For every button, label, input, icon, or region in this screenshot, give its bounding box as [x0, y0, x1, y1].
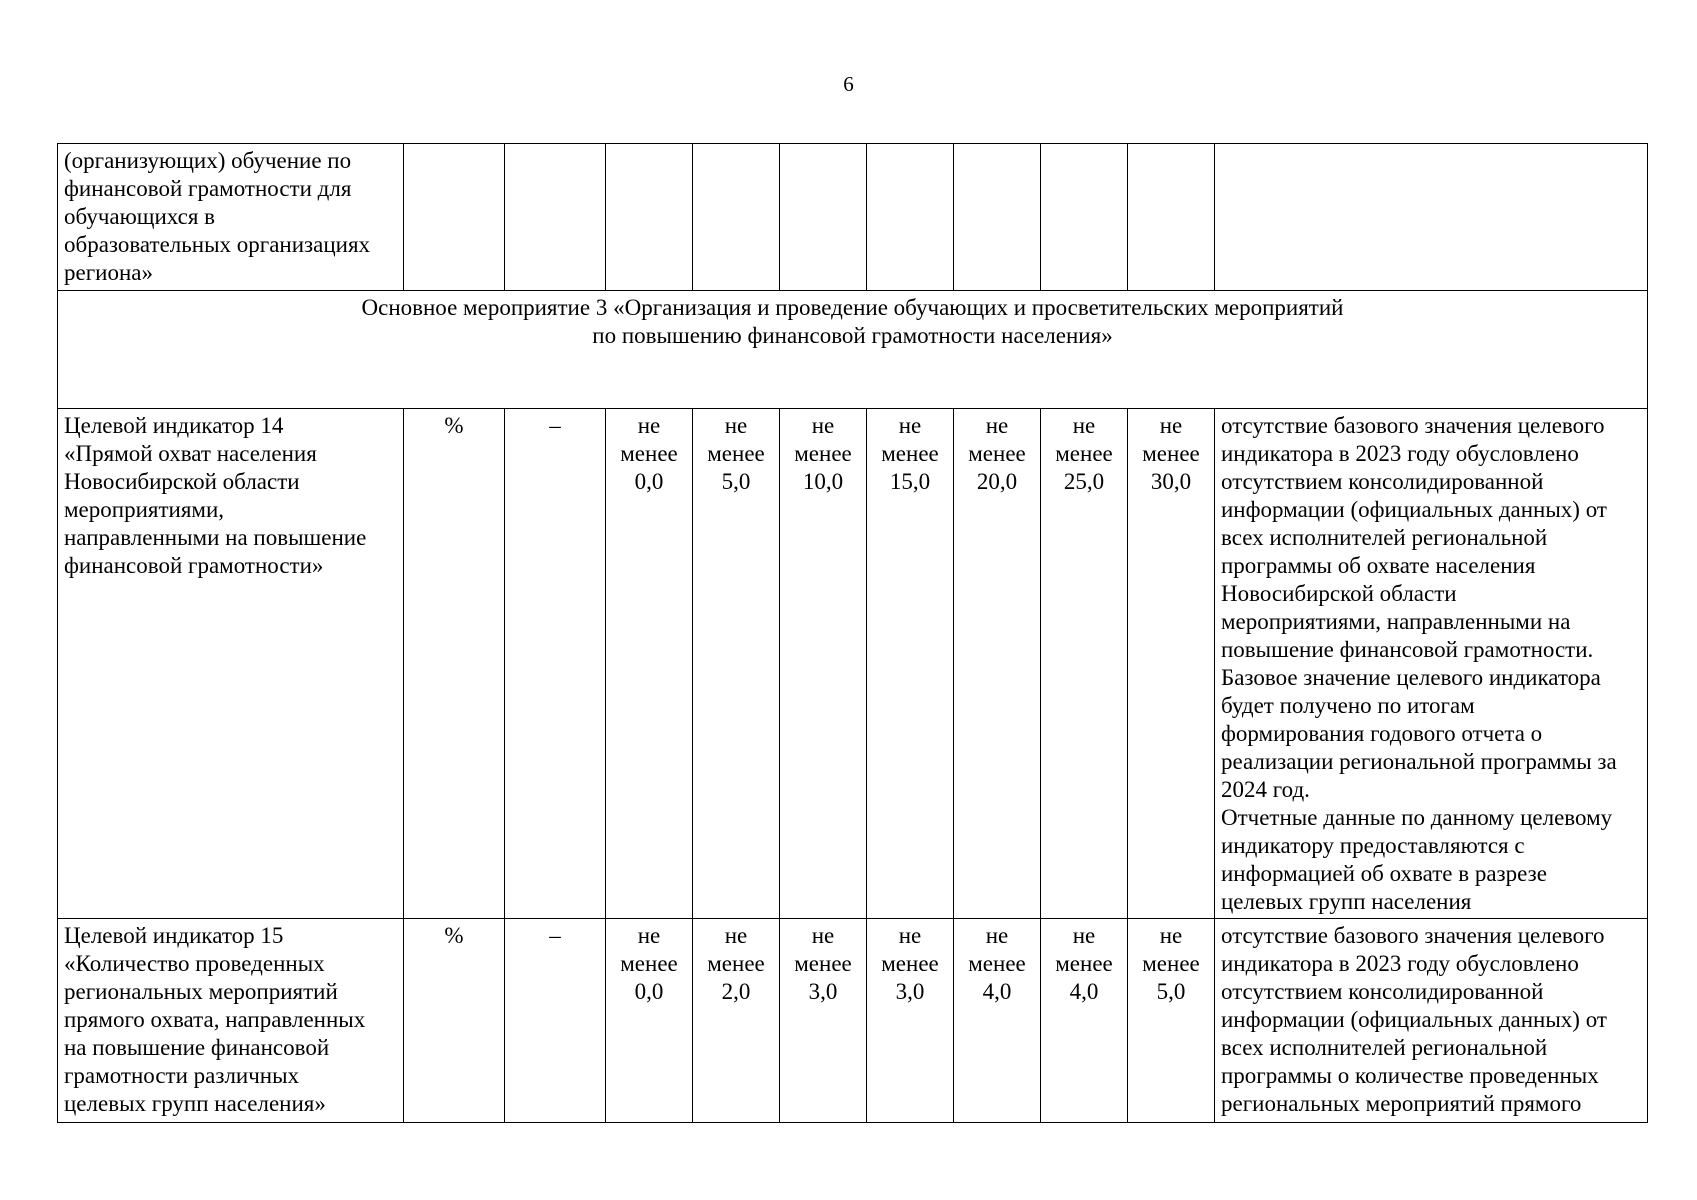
empty-cell: [1128, 144, 1215, 291]
value-line: менее: [1142, 441, 1200, 466]
section-title-cell: [58, 291, 1648, 409]
note-line: информации (официальных данных) от: [1221, 497, 1607, 522]
unit-cell: %: [404, 409, 505, 919]
name-line: мероприятиями,: [64, 497, 225, 522]
value-line: менее: [1055, 441, 1113, 466]
target-value-cell: [1128, 919, 1215, 1123]
note-line: Базовое значение целевого индикатора: [1221, 665, 1601, 690]
unit-cell: %: [404, 919, 505, 1123]
name-line: «Прямой охват населения: [64, 441, 317, 466]
value-number: 20,0: [976, 469, 1018, 494]
empty-cell: [954, 144, 1041, 291]
value-line: менее: [620, 951, 678, 976]
note-line: мероприятиями, направленными на: [1221, 609, 1571, 634]
indicator-name-cell: [58, 919, 404, 1123]
note-cell: [1215, 919, 1648, 1123]
note-line: повышение финансовой грамотности.: [1221, 637, 1594, 662]
note-line: региональных мероприятий прямого: [1221, 1091, 1582, 1116]
value-line: менее: [707, 951, 765, 976]
note-line: 2024 год.: [1221, 777, 1310, 802]
target-value-cell: [867, 409, 954, 919]
target-value-cell: [954, 919, 1041, 1123]
empty-cell: [1041, 144, 1128, 291]
name-line: Новосибирской области: [64, 469, 300, 494]
indicator-name-cell: [58, 409, 404, 919]
note-line: отсутствием консолидированной: [1221, 469, 1544, 494]
value-line: не: [811, 923, 835, 948]
name-line: на повышение финансовой: [64, 1035, 330, 1060]
value-line: менее: [794, 441, 852, 466]
value-number: 4,0: [982, 979, 1012, 1004]
note-line: будет получено по итогам: [1221, 693, 1475, 718]
note-line: индикатору предоставляются с: [1221, 833, 1525, 858]
value-line: не: [1072, 923, 1096, 948]
target-value-cell: [780, 409, 867, 919]
value-line: не: [1159, 923, 1183, 948]
section-title-line: по повышению финансовой грамотности населения»: [592, 323, 1113, 348]
target-value-cell: [606, 409, 693, 919]
empty-cell: [780, 144, 867, 291]
value-line: менее: [707, 441, 765, 466]
indicator-name-cell: [58, 144, 404, 291]
target-value-cell: [606, 919, 693, 1123]
value-line: менее: [968, 441, 1026, 466]
value-number: 4,0: [1069, 979, 1099, 1004]
name-line: региональных мероприятий: [64, 979, 338, 1004]
name-line: «Количество проведенных: [64, 951, 325, 976]
value-number: 25,0: [1063, 469, 1105, 494]
value-line: не: [985, 413, 1009, 438]
value-line: не: [811, 413, 835, 438]
target-value-cell: [1041, 919, 1128, 1123]
value-number: 15,0: [889, 469, 931, 494]
target-value-cell: [954, 409, 1041, 919]
note-cell: [1215, 409, 1648, 919]
value-line: не: [637, 923, 661, 948]
name-line: Целевой индикатор 15: [64, 923, 284, 948]
base-value-cell: –: [505, 409, 606, 919]
value-number: 5,0: [1156, 979, 1186, 1004]
name-line: финансовой грамотности»: [64, 553, 324, 578]
value-number: 3,0: [895, 979, 925, 1004]
target-value-cell: [693, 919, 780, 1123]
empty-cell: [1215, 144, 1648, 291]
value-number: 3,0: [808, 979, 838, 1004]
name-line: прямого охвата, направленных: [64, 1007, 366, 1032]
note-line: Отчетные данные по данному целевому: [1221, 805, 1613, 830]
note-line: индикатора в 2023 году обусловлено: [1221, 441, 1579, 466]
section-title-line: Основное мероприятие 3 «Организация и проведение обучающих и просветительских мероприятий: [361, 295, 1344, 320]
empty-cell: [693, 144, 780, 291]
value-line: менее: [1142, 951, 1200, 976]
section-row: [58, 291, 1648, 409]
value-number: 0,0: [634, 979, 664, 1004]
note-line: отсутствие базового значения целевого: [1221, 413, 1605, 438]
empty-cell: [606, 144, 693, 291]
target-value-cell: [867, 919, 954, 1123]
target-value-cell: [1041, 409, 1128, 919]
value-number: 0,0: [634, 469, 664, 494]
value-line: менее: [881, 441, 939, 466]
table-row-indicator-15: [58, 919, 1648, 1123]
name-line: направленными на повышение: [64, 525, 367, 550]
name-line: финансовой грамотности для: [64, 176, 352, 201]
value-line: не: [898, 413, 922, 438]
value-number: 10,0: [802, 469, 844, 494]
empty-cell: [505, 144, 606, 291]
value-number: 30,0: [1150, 469, 1192, 494]
value-number: 2,0: [721, 979, 751, 1004]
page-number: 6: [843, 72, 854, 96]
indicators-table: [57, 143, 1648, 1123]
target-value-cell: [780, 919, 867, 1123]
value-line: не: [637, 413, 661, 438]
name-line: образовательных организациях: [64, 232, 371, 257]
value-line: менее: [794, 951, 852, 976]
value-line: менее: [881, 951, 939, 976]
table-row-indicator-14: [58, 409, 1648, 919]
note-line: программы о количестве проведенных: [1221, 1063, 1599, 1088]
base-value-cell: –: [505, 919, 606, 1123]
value-line: не: [724, 923, 748, 948]
value-line: не: [898, 923, 922, 948]
note-line: всех исполнителей региональной: [1221, 1035, 1548, 1060]
value-line: не: [1072, 413, 1096, 438]
table-row-continued: [58, 144, 1648, 291]
value-line: не: [724, 413, 748, 438]
note-line: формирования годового отчета о: [1221, 721, 1543, 746]
note-line: информацией об охвате в разрезе: [1221, 861, 1547, 886]
note-line: программы об охвате населения: [1221, 553, 1536, 578]
name-line: целевых групп населения»: [64, 1091, 326, 1116]
note-line: Новосибирской области: [1221, 581, 1457, 606]
name-line: Целевой индикатор 14: [64, 413, 284, 438]
note-line: отсутствие базового значения целевого: [1221, 923, 1605, 948]
value-line: менее: [1055, 951, 1113, 976]
empty-cell: [867, 144, 954, 291]
note-line: информации (официальных данных) от: [1221, 1007, 1607, 1032]
note-line: реализации региональной программы за: [1221, 749, 1617, 774]
name-line: (организующих) обучение по: [64, 148, 352, 173]
value-line: не: [985, 923, 1009, 948]
value-line: менее: [620, 441, 678, 466]
name-line: грамотности различных: [64, 1063, 300, 1088]
empty-cell: [404, 144, 505, 291]
value-number: 5,0: [721, 469, 751, 494]
note-line: всех исполнителей региональной: [1221, 525, 1548, 550]
note-line: индикатора в 2023 году обусловлено: [1221, 951, 1579, 976]
note-line: целевых групп населения: [1221, 889, 1472, 914]
value-line: не: [1159, 413, 1183, 438]
target-value-cell: [693, 409, 780, 919]
target-value-cell: [1128, 409, 1215, 919]
note-line: отсутствием консолидированной: [1221, 979, 1544, 1004]
name-line: региона»: [64, 260, 153, 285]
name-line: обучающихся в: [64, 204, 216, 229]
value-line: менее: [968, 951, 1026, 976]
